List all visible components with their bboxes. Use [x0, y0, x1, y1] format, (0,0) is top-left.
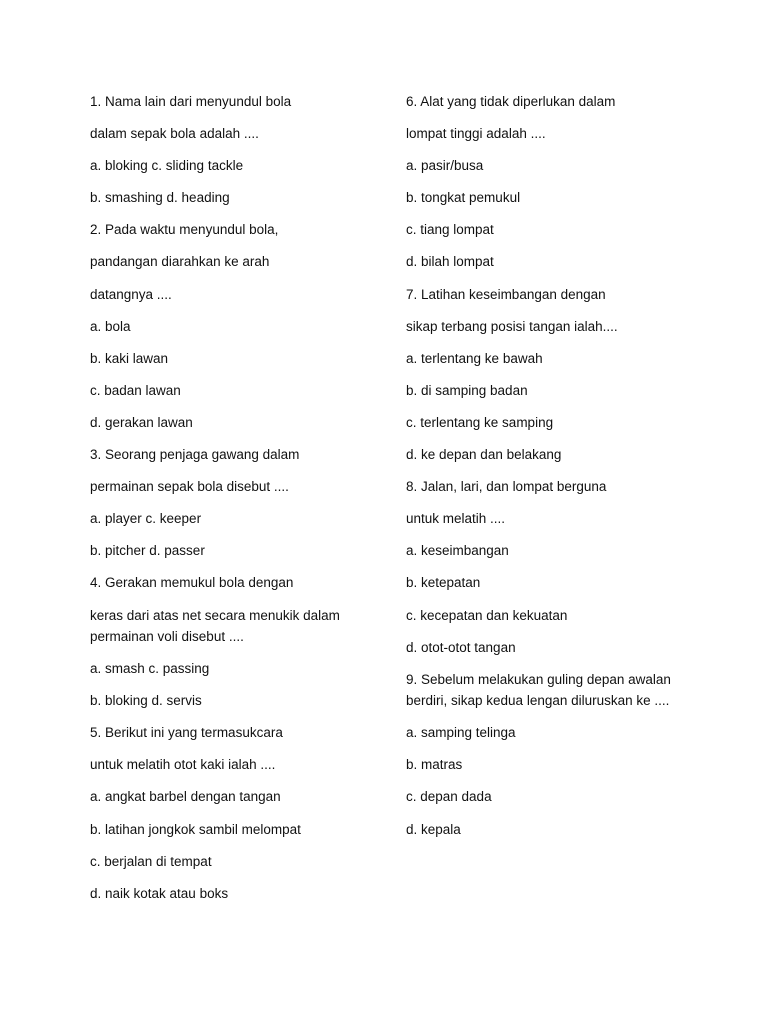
q4-options-bd: b. bloking d. servis	[90, 693, 202, 709]
q9-option-a: a. samping telinga	[406, 725, 516, 741]
q5-option-c: c. berjalan di tempat	[90, 853, 212, 869]
q6-stem-line2: lompat tinggi adalah ....	[406, 126, 546, 142]
q2-stem-line2: pandangan diarahkan ke arah	[90, 254, 270, 270]
q6-option-a: a. pasir/busa	[406, 158, 484, 174]
q8-option-a: a. keseimbangan	[406, 543, 509, 559]
q3-stem-line2: permainan sepak bola disebut ....	[90, 479, 289, 495]
q4-stem-line1: 4. Gerakan memukul bola dengan	[90, 575, 294, 591]
q6-option-d: d. bilah lompat	[406, 254, 494, 270]
q7-stem-line1: 7. Latihan keseimbangan dengan	[406, 286, 606, 302]
q6-option-b: b. tongkat pemukul	[406, 190, 521, 206]
q3-options-bd: b. pitcher d. passer	[90, 543, 205, 559]
q5-stem-line1: 5. Berikut ini yang termasukcara	[90, 725, 283, 741]
q7-option-c: c. terlentang ke samping	[406, 414, 554, 430]
q6-stem-line1: 6. Alat yang tidak diperlukan dalam	[406, 94, 616, 109]
q7-stem-line2: sikap terbang posisi tangan ialah....	[406, 318, 618, 334]
q8-stem-line1: 8. Jalan, lari, dan lompat berguna	[406, 479, 607, 495]
q3-options-ac: a. player c. keeper	[90, 511, 202, 527]
q1-stem-line1: 1. Nama lain dari menyundul bola	[90, 94, 292, 109]
q1-options-ac: a. bloking c. sliding tackle	[90, 158, 244, 174]
q5-stem-line2: untuk melatih otot kaki ialah ....	[90, 757, 276, 773]
q8-option-d: d. otot-otot tangan	[406, 639, 516, 655]
q4-stem-line2: keras dari atas net secara menukik dalam permainan voli disebut ....	[90, 607, 340, 644]
q9-option-c: c. depan dada	[406, 789, 492, 805]
q2-option-a: a. bola	[90, 318, 131, 334]
left-column	[90, 91, 390, 915]
q9-stem: 9. Sebelum melakukan guling depan awalan berdiri, sikap kedua lengan diluruskan ke ....	[406, 671, 671, 709]
q2-option-d: d. gerakan lawan	[90, 414, 193, 430]
q4-options-ac: a. smash c. passing	[90, 661, 210, 677]
q1-options-bd: b. smashing d. heading	[90, 190, 230, 206]
q7-option-a: a. terlentang ke bawah	[406, 350, 543, 366]
right-column	[406, 91, 696, 851]
q8-stem-line2: untuk melatih ....	[406, 511, 506, 527]
q7-option-b: b. di samping badan	[406, 382, 528, 398]
q2-stem-line1: 2. Pada waktu menyundul bola,	[90, 222, 279, 238]
q9-option-b: b. matras	[406, 757, 463, 773]
q2-stem-line3: datangnya ....	[90, 286, 172, 302]
q5-option-b: b. latihan jongkok sambil melompat	[90, 821, 301, 837]
q9-option-d: d. kepala	[406, 821, 461, 837]
q6-option-c: c. tiang lompat	[406, 222, 494, 238]
q2-option-c: c. badan lawan	[90, 382, 181, 398]
q8-option-c: c. kecepatan dan kekuatan	[406, 607, 568, 623]
q1-stem-line2: dalam sepak bola adalah ....	[90, 126, 259, 142]
q8-option-b: b. ketepatan	[406, 575, 481, 591]
q7-option-d: d. ke depan dan belakang	[406, 447, 562, 463]
q5-option-a: a. angkat barbel dengan tangan	[90, 789, 281, 805]
q3-stem-line1: 3. Seorang penjaga gawang dalam	[90, 447, 300, 463]
q2-option-b: b. kaki lawan	[90, 350, 169, 366]
q5-option-d: d. naik kotak atau boks	[90, 885, 229, 901]
